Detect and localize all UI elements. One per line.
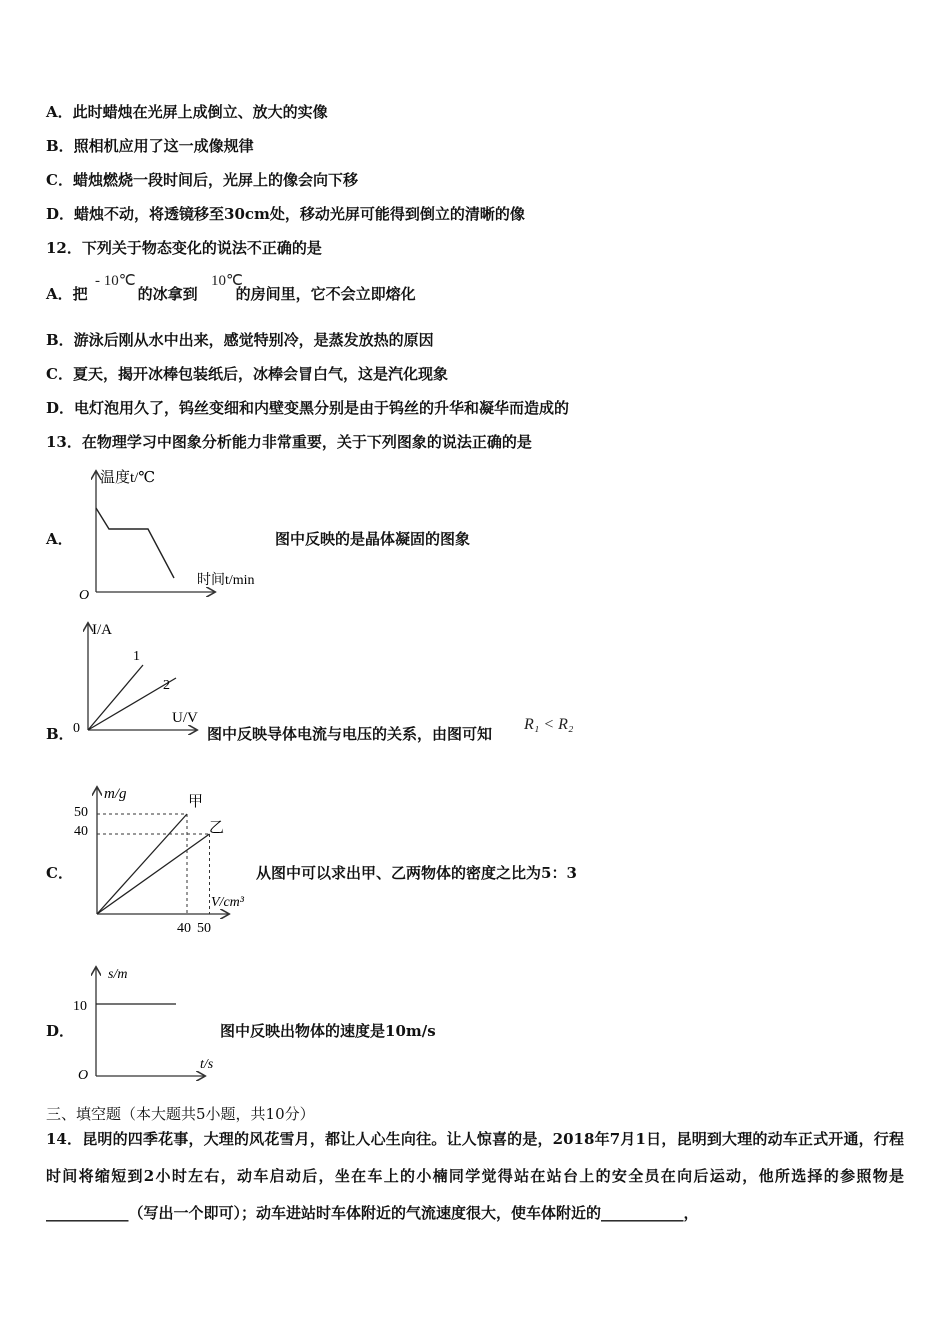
graph-c-line-yi	[97, 834, 210, 914]
q11-option-d: D．蜡烛不动，将透镜移至30cm处，移动光屏可能得到倒立的清晰的像	[46, 205, 525, 223]
graph-c-xtick-40: 40	[177, 921, 191, 936]
graph-d-ylabel: s/m	[108, 967, 128, 982]
graph-b-origin: 0	[73, 721, 80, 736]
graph-d-xlabel: t/s	[200, 1057, 214, 1072]
graph-c-ytick-40: 40	[74, 824, 88, 839]
graph-c-jia-label: 甲	[188, 794, 204, 810]
graph-c-mass-volume	[68, 780, 258, 940]
graph-a-solidification	[74, 462, 284, 604]
section3-heading: 三、填空题（本大题共5小题，共10分）	[46, 1105, 315, 1123]
graph-a-xlabel: 时间t/min	[197, 573, 255, 588]
q13-option-b-label: B．	[46, 725, 74, 743]
q12-temp-minus10: - 10℃	[95, 273, 136, 289]
graph-b-ylabel: I/A	[92, 622, 112, 638]
q13-option-c-label: C．	[46, 864, 73, 882]
graph-b-line-1	[88, 665, 143, 730]
graph-c-xtick-50: 50	[197, 921, 211, 936]
q13-option-a-label: A．	[46, 530, 73, 548]
q12-a-post: 的房间里，它不会立即熔化	[235, 285, 416, 303]
graph-b-xlabel: U/V	[172, 710, 198, 726]
q13-option-d-text: 图中反映出物体的速度是10m/s	[220, 1022, 436, 1040]
graph-c-dashes	[97, 814, 210, 914]
q11-option-a: A．此时蜡烛在光屏上成倒立、放大的实像	[46, 103, 328, 121]
q13-option-d-label: D．	[46, 1022, 75, 1040]
q12-stem: 12．下列关于物态变化的说法不正确的是	[46, 239, 322, 257]
q11-option-b: B．照相机应用了这一成像规律	[46, 137, 254, 155]
q12-option-b: B．游泳后刚从水中出来，感觉特别冷，是蒸发放热的原因	[46, 331, 434, 349]
q12-temp-10: 10℃	[211, 273, 243, 289]
graph-c-ylabel: m/g	[104, 786, 127, 802]
q12-option-d: D．电灯泡用久了，钨丝变细和内壁变黑分别是由于钨丝的升华和凝华而造成的	[46, 399, 570, 417]
graph-b-line-1-label: 1	[133, 649, 140, 664]
q14-paragraph: 14．昆明的四季花事，大理的风花雪月，都让人心生向往。让人惊喜的是，2018年7月1日，昆明到大理的动车正式开通，行程时间将缩短到2小时左右，动车启动后，坐在车上的小楠同学觉得站在站台上的安全员在向后运动，他所选择的参照物是___________（写出一个即可）；动车进站时车体附近的气流速度很大，使车体附近的___________，	[46, 1130, 904, 1222]
graph-c-xlabel: V/cm³	[211, 895, 244, 910]
q11-option-c: C．蜡烛燃烧一段时间后，光屏上的像会向下移	[46, 171, 358, 189]
q13-option-b-text: 图中反映导体电流与电压的关系，由图可知	[207, 725, 493, 743]
q13-option-a-text: 图中反映的是晶体凝固的图象	[275, 530, 471, 548]
q13-option-c-text: 从图中可以求出甲、乙两物体的密度之比为5：3	[256, 864, 577, 882]
graph-a-origin: O	[79, 588, 90, 603]
graph-a-curve	[96, 508, 174, 578]
graph-d-ytick-10: 10	[73, 999, 87, 1014]
q13-b-formula: R₁ < R₂	[524, 716, 574, 733]
graph-c-line-jia	[97, 814, 187, 914]
graph-c-ytick-50: 50	[74, 805, 88, 820]
graph-b-current-voltage	[68, 616, 208, 738]
graph-d-distance-time	[70, 962, 220, 1084]
graph-b-line-2-label: 2	[163, 678, 170, 693]
q12-a-mid: 的冰拿到	[137, 285, 198, 303]
q13-stem: 13．在物理学习中图象分析能力非常重要，关于下列图象的说法正确的是	[46, 433, 532, 451]
q12-a-pre: A．把	[46, 285, 88, 303]
graph-a-ylabel: 温度t/℃	[100, 470, 156, 486]
graph-d-origin: O	[78, 1068, 89, 1083]
q12-option-c: C．夏天，揭开冰棒包装纸后，冰棒会冒白气，这是汽化现象	[46, 365, 448, 383]
graph-c-yi-label: 乙	[209, 820, 225, 836]
